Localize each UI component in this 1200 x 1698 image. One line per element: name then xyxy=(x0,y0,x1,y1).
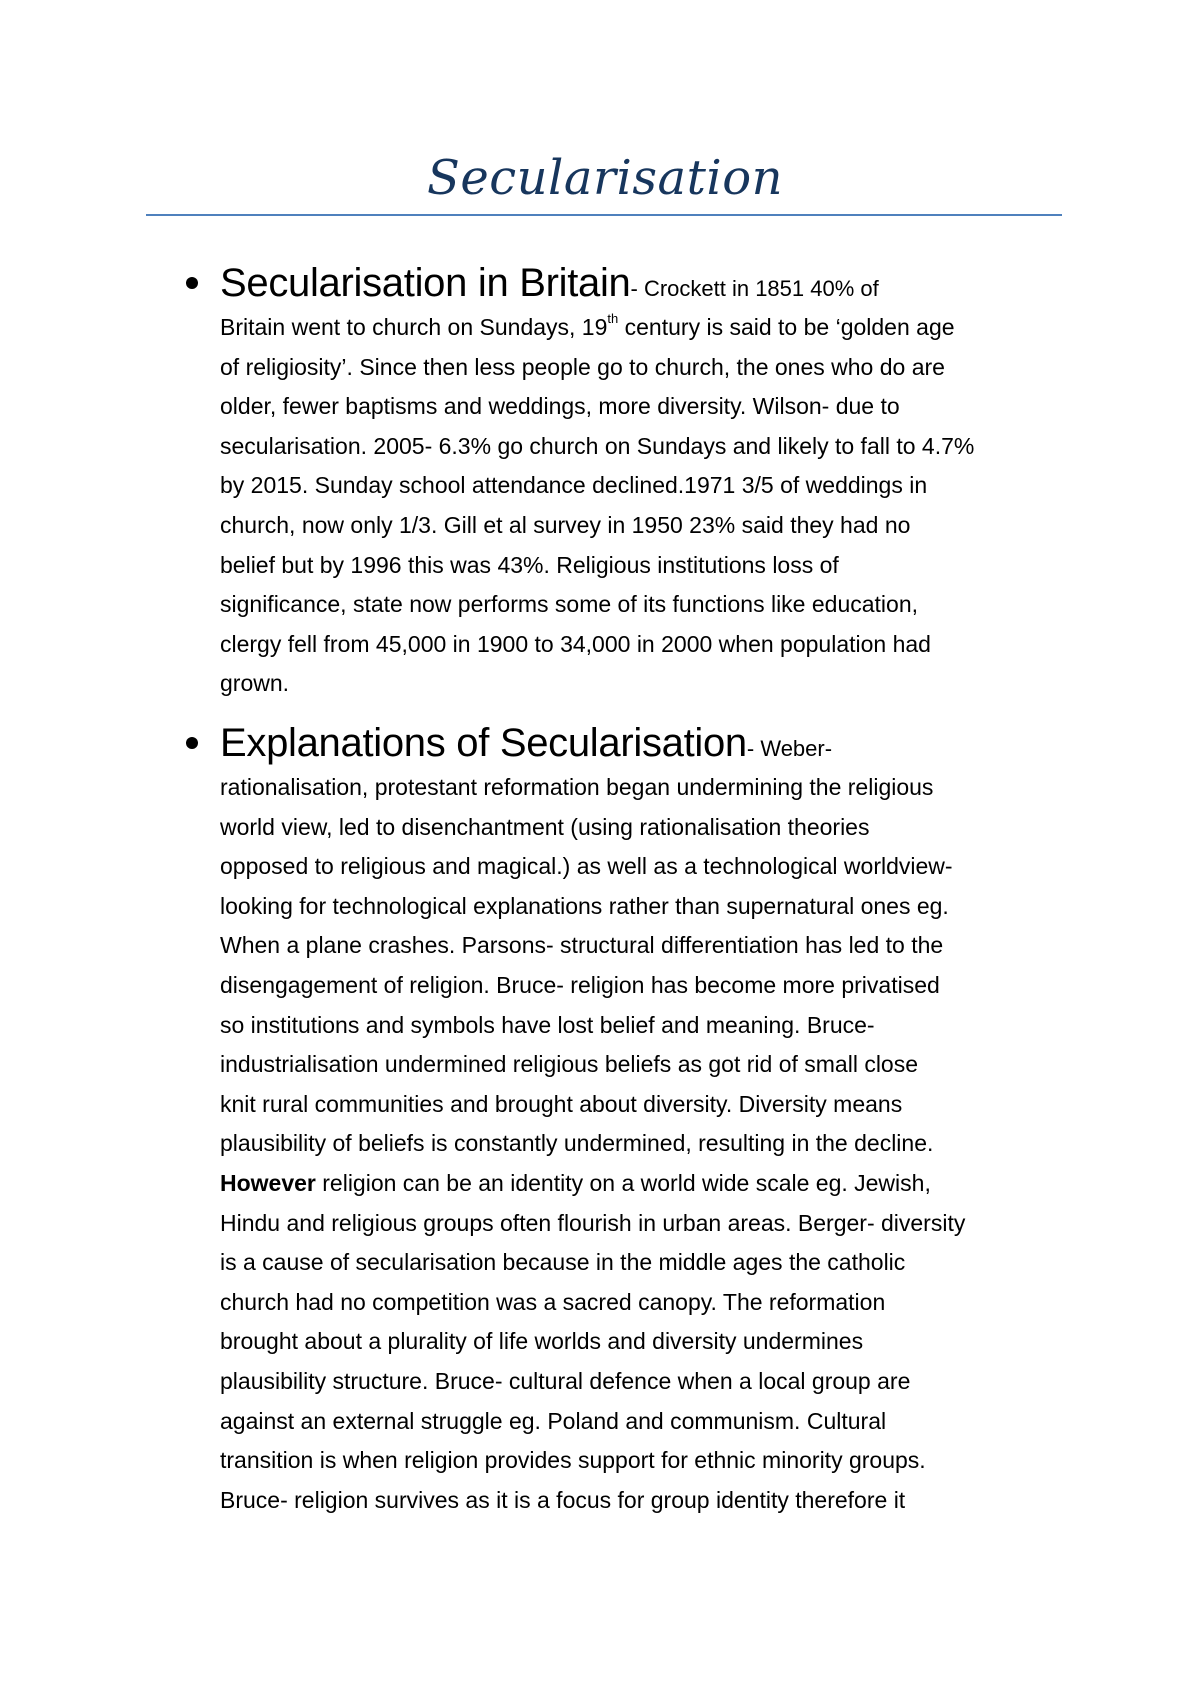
section-first-line xyxy=(220,718,1070,768)
paragraph-line: clergy fell from 45,000 in 1900 to 34,000 in 2000 when population had xyxy=(220,630,931,657)
paragraph-line: world view, led to disenchantment (using rationalisation theories xyxy=(220,813,870,840)
paragraph-text: Britain went to church on Sundays, 19 xyxy=(220,314,608,340)
paragraph-line: transition is when religion provides support for ethnic minority groups. xyxy=(220,1447,926,1474)
title-underline xyxy=(146,214,1062,216)
paragraph-line: opposed to religious and magical.) as well as a technological worldview- xyxy=(220,853,953,880)
paragraph-line: church had no competition was a sacred canopy. The reformation xyxy=(220,1288,886,1315)
bold-text: However xyxy=(220,1169,316,1196)
paragraph-line: Hindu and religious groups often flourish in urban areas. Berger- diversity xyxy=(220,1209,966,1236)
paragraph-text: - Weber- xyxy=(746,736,833,761)
paragraph-line: brought about a plurality of life worlds and diversity undermines xyxy=(220,1328,864,1355)
paragraph-line: significance, state now performs some of its functions like education, xyxy=(220,591,919,618)
section-explanations-of-secularisation xyxy=(220,718,1070,1520)
paragraph-text: century is said to be ‘golden age xyxy=(618,314,955,340)
paragraph-text: - Crockett in 1851 40% of xyxy=(630,276,879,301)
bullet-icon xyxy=(186,277,198,289)
paragraph-line: plausibility structure. Bruce- cultural defence when a local group are xyxy=(220,1367,911,1394)
paragraph-line: church, now only 1/3. Gill et al survey in 1950 23% said they had no xyxy=(220,511,911,538)
paragraph-line: grown. xyxy=(220,670,290,697)
section-heading: Explanations of Secularisation xyxy=(220,721,747,765)
paragraph-line: plausibility of beliefs is constantly undermined, resulting in the decline. xyxy=(220,1130,934,1157)
paragraph-line: knit rural communities and brought about diversity. Diversity means xyxy=(220,1090,903,1117)
section-secularisation-in-britain xyxy=(220,258,1070,704)
paragraph-line: secularisation. 2005- 6.3% go church on Sundays and likely to fall to 4.7% xyxy=(220,432,975,459)
paragraph-line: disengagement of religion. Bruce- religion has become more privatised xyxy=(220,971,940,998)
paragraph-line: When a plane crashes. Parsons- structural differentiation has led to the xyxy=(220,932,944,959)
paragraph-text: religion can be an identity on a world wide scale eg. Jewish, xyxy=(315,1169,931,1196)
section-heading: Secularisation in Britain xyxy=(220,261,631,305)
paragraph-line: older, fewer baptisms and weddings, more diversity. Wilson- due to xyxy=(220,393,900,420)
paragraph-line xyxy=(220,308,1070,348)
paragraph-line: looking for technological explanations rather than supernatural ones eg. xyxy=(220,892,949,919)
paragraph-line: is a cause of secularisation because in the middle ages the catholic xyxy=(220,1249,906,1276)
paragraph-line: belief but by 1996 this was 43%. Religious institutions loss of xyxy=(220,551,839,578)
page-title: Secularisation xyxy=(426,150,784,206)
paragraph-line: of religiosity’. Since then less people go to church, the ones who do are xyxy=(220,353,945,380)
section-first-line xyxy=(220,258,1070,308)
bullet-icon xyxy=(186,737,198,749)
paragraph-line: by 2015. Sunday school attendance declined.1971 3/5 of weddings in xyxy=(220,472,928,499)
paragraph-line xyxy=(220,1164,1070,1204)
paragraph-line: rationalisation, protestant reformation began undermining the religious xyxy=(220,774,934,800)
paragraph-line: industrialisation undermined religious beliefs as got rid of small close xyxy=(220,1051,919,1078)
paragraph-line: against an external struggle eg. Poland and communism. Cultural xyxy=(220,1407,887,1434)
superscript-text: th xyxy=(607,311,619,327)
paragraph-line: so institutions and symbols have lost belief and meaning. Bruce- xyxy=(220,1011,875,1038)
paragraph-line: Bruce- religion survives as it is a focus for group identity therefore it xyxy=(220,1486,906,1513)
